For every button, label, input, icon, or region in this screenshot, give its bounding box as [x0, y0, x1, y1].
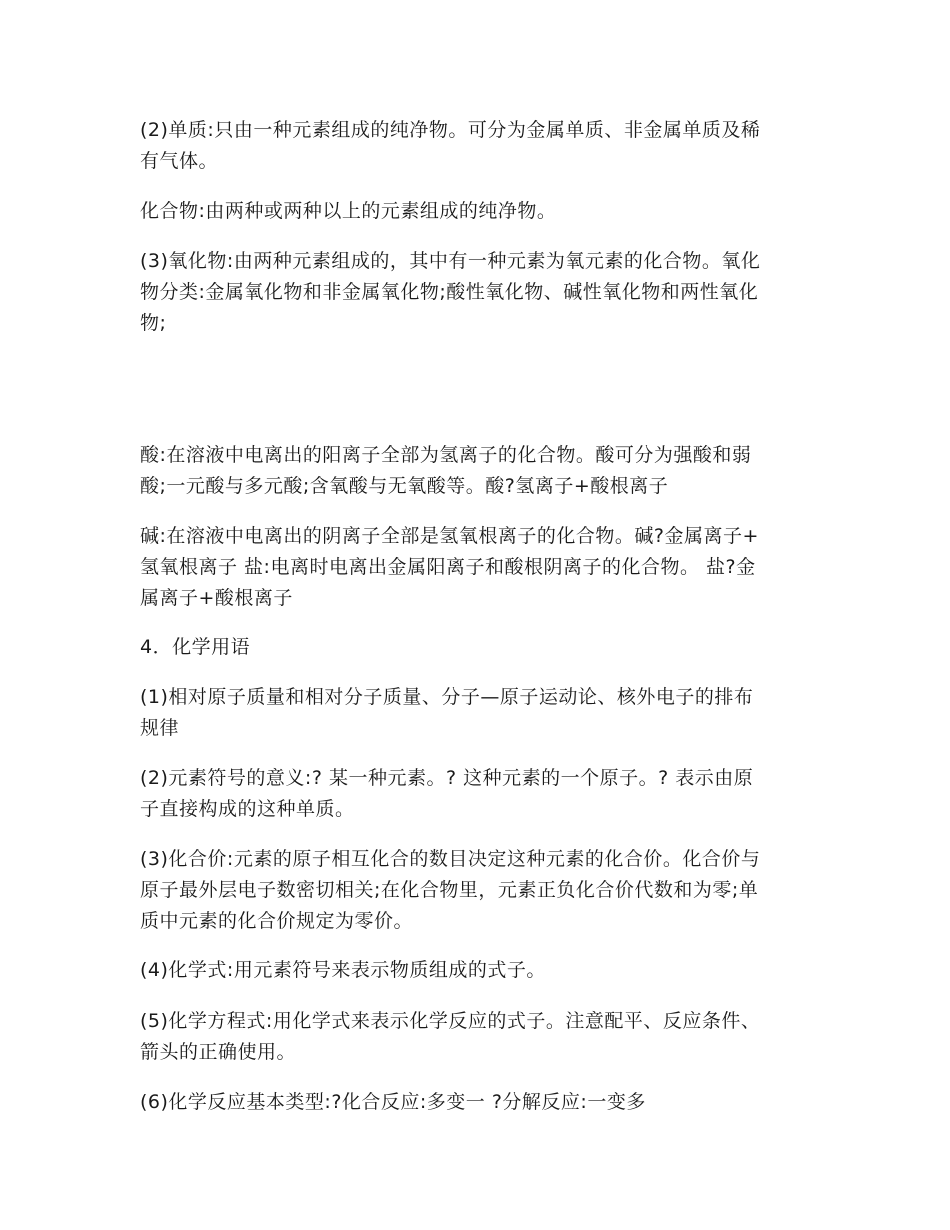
text-line: 有气体。 [140, 150, 219, 172]
text-line: 子直接构成的这种单质。 [140, 798, 355, 820]
text-line: (1)相对原子质量和相对分子质量、分子—原子运动论、核外电子的排布 [140, 686, 754, 708]
paragraph-acid [140, 440, 810, 502]
text-line: (5)化学方程式:用化学式来表示化学反应的式子。注意配平、反应条件、 [140, 1010, 761, 1032]
paragraph-elemental-substance [140, 115, 810, 177]
text-line: 氢氧根离子 盐:电离时电离出金属阳离子和酸根阴离子的化合物。 盐?金 [140, 556, 756, 578]
paragraph-base-salt [140, 521, 810, 614]
text-line: 属离子+酸根离子 [140, 587, 293, 609]
text-line: (3)氧化物:由两种元素组成的，其中有一种元素为氧元素的化合物。氧化 [140, 250, 761, 272]
paragraph-reaction-types [140, 1087, 810, 1118]
paragraph-element-symbol [140, 763, 810, 825]
text-line: 碱:在溶液中电离出的阴离子全部是氢氧根离子的化合物。碱?金属离子+ [140, 525, 759, 547]
text-line: 化合物:由两种或两种以上的元素组成的纯净物。 [140, 200, 557, 222]
paragraph-compound [140, 196, 810, 227]
text-line: (6)化学反应基本类型:?化合反应:多变一 ?分解反应:一变多 [140, 1091, 646, 1113]
paragraph-chemical-equation [140, 1006, 810, 1068]
text-line: 质中元素的化合价规定为零价。 [140, 910, 414, 932]
paragraph-atomic-mass [140, 682, 810, 744]
text-line: 酸:在溶液中电离出的阳离子全部为氢离子的化合物。酸可分为强酸和弱 [140, 444, 752, 466]
text-line: 酸;一元酸与多元酸;含氧酸与无氧酸等。酸?氢离子+酸根离子 [140, 475, 669, 497]
text-line: (2)元素符号的意义:? 某一种元素。? 这种元素的一个原子。? 表示由原 [140, 767, 754, 789]
text-line: 物分类:金属氧化物和非金属氧化物;酸性氧化物、碱性氧化物和两性氧化 [140, 281, 759, 303]
text-line: 原子最外层电子数密切相关;在化合物里，元素正负化合价代数和为零;单 [140, 879, 759, 901]
section-heading-chemical-terms [140, 632, 810, 663]
paragraph-chemical-formula [140, 955, 810, 986]
text-line: 箭头的正确使用。 [140, 1041, 297, 1063]
text-line: (4)化学式:用元素符号来表示物质组成的式子。 [140, 959, 546, 981]
text-line: 4．化学用语 [140, 636, 251, 658]
paragraph-valence [140, 844, 810, 937]
text-line: 规律 [140, 717, 180, 739]
text-line: (2)单质:只由一种元素组成的纯净物。可分为金属单质、非金属单质及稀 [140, 119, 761, 141]
text-line: 物; [140, 312, 167, 334]
paragraph-oxide [140, 246, 810, 339]
text-line: (3)化合价:元素的原子相互化合的数目决定这种元素的化合价。化合价与 [140, 848, 761, 870]
